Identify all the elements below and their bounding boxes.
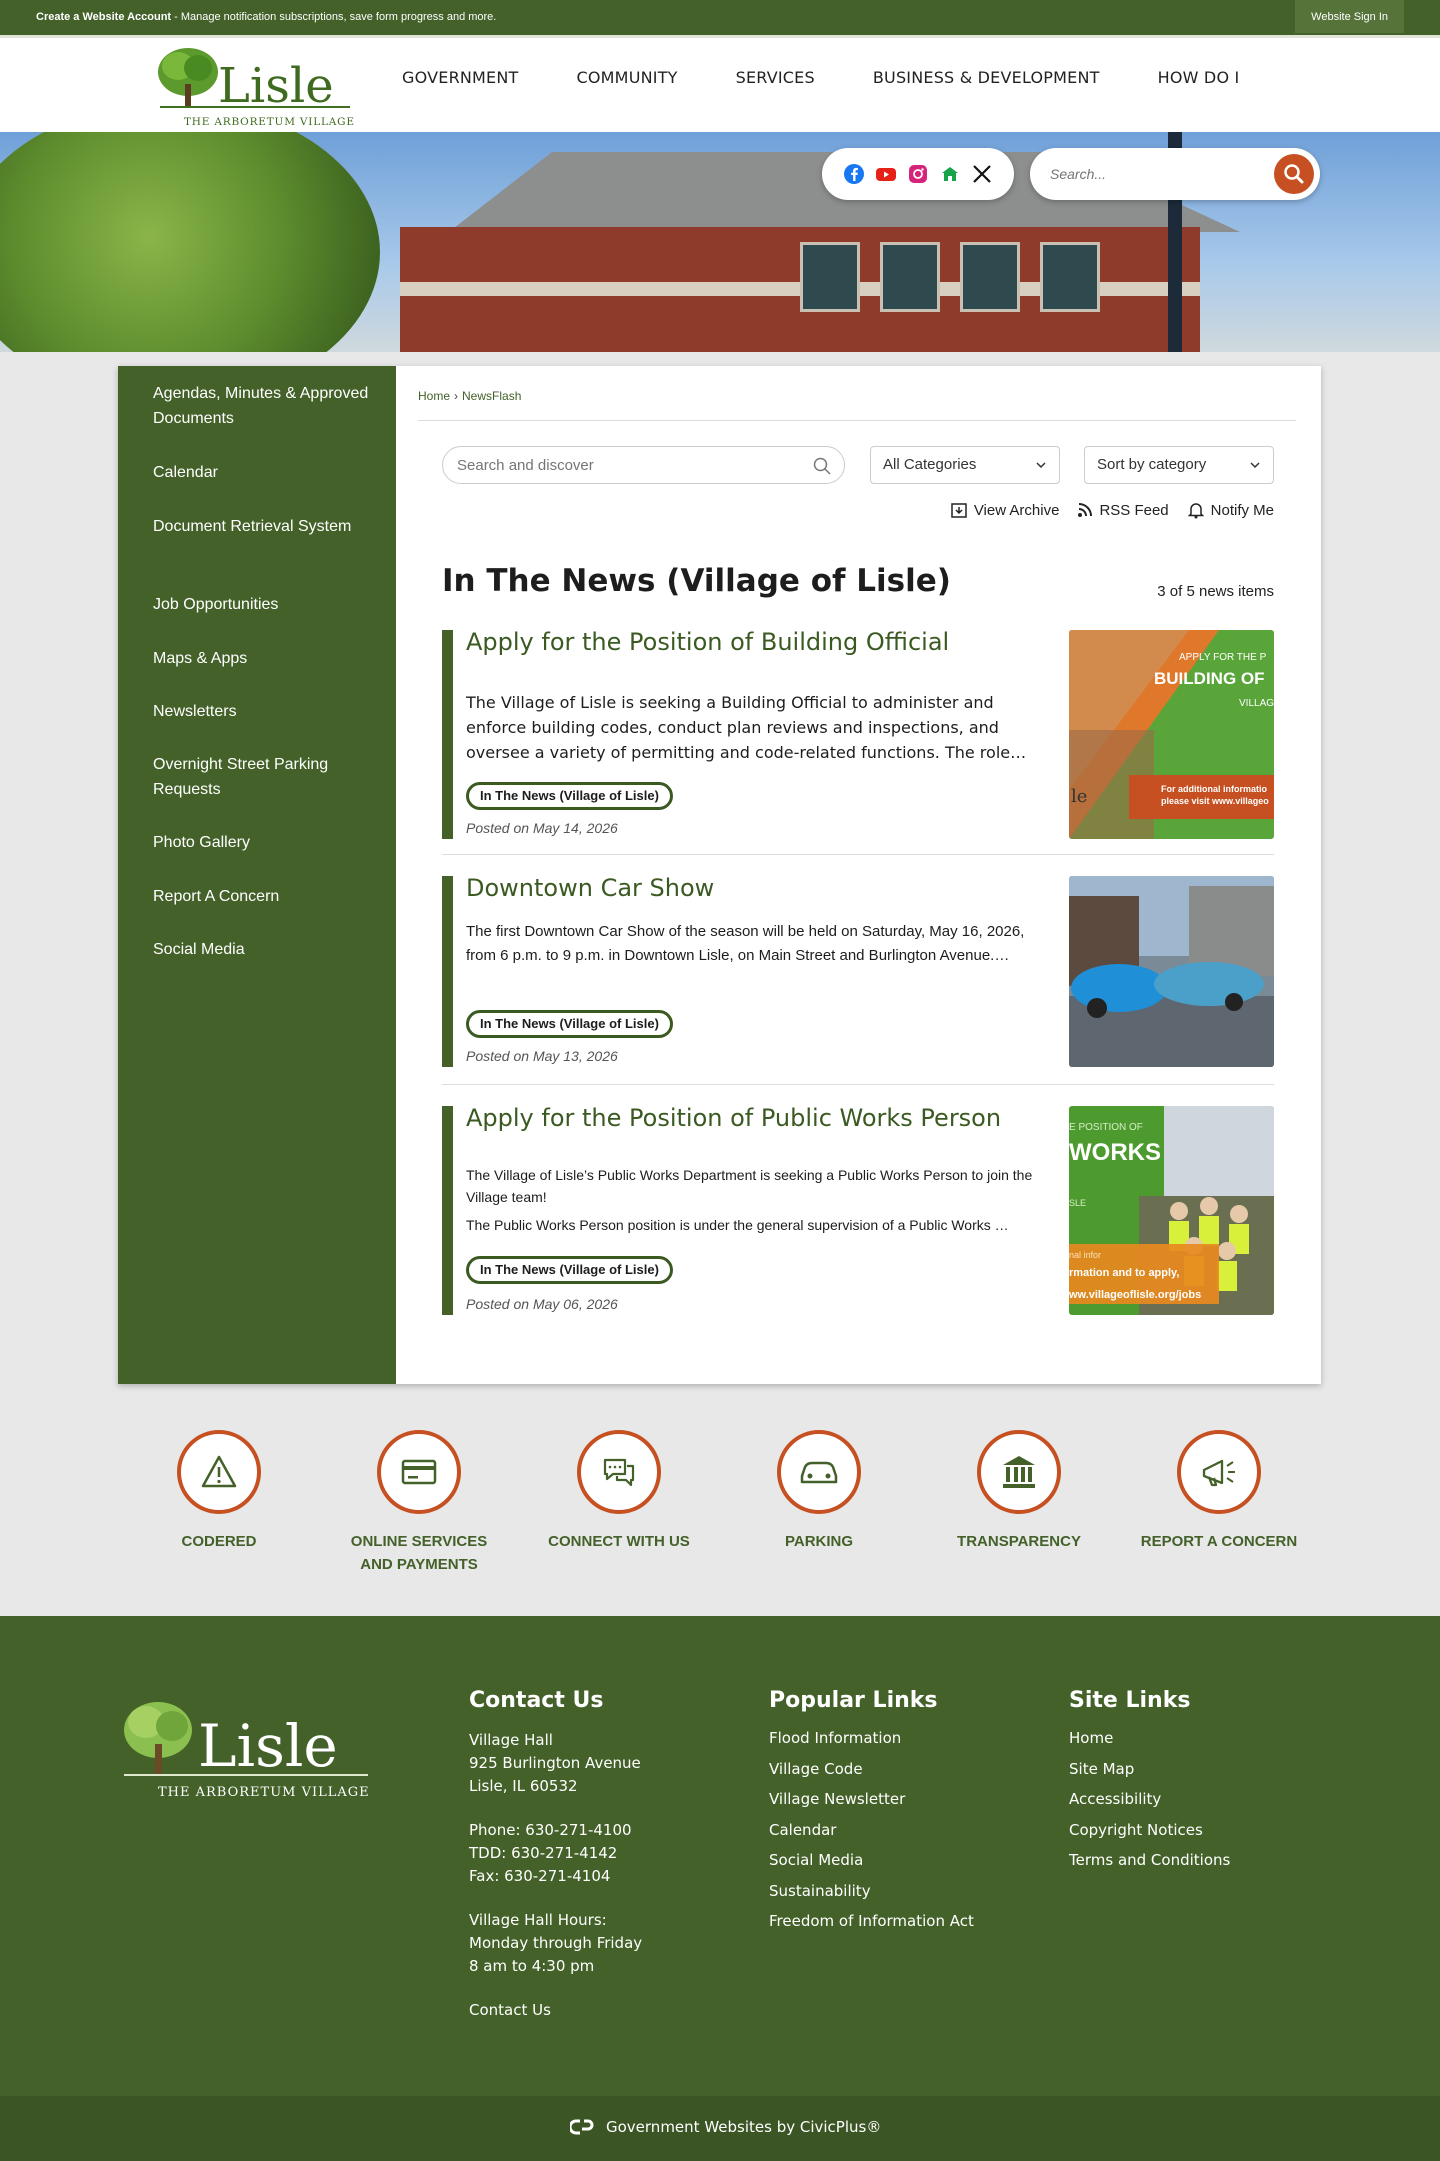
quick-link-label: PARKING bbox=[784, 1533, 854, 1550]
site-footer bbox=[0, 1616, 1440, 2096]
news-item-date: Posted on May 06, 2026 bbox=[466, 1296, 618, 1312]
nextdoor-icon[interactable] bbox=[939, 163, 961, 185]
news-item-tag[interactable]: In The News (Village of Lisle) bbox=[466, 782, 673, 810]
site-search-input[interactable] bbox=[1050, 162, 1250, 186]
chevron-down-icon bbox=[1035, 459, 1047, 471]
contact-address-2: Lisle, IL 60532 bbox=[469, 1777, 578, 1795]
top-bar bbox=[0, 0, 1440, 35]
sidebar-item-newsletters[interactable]: Newsletters bbox=[153, 703, 237, 720]
account-message-text: - Manage notification subscriptions, save form progress and more. bbox=[171, 11, 497, 23]
news-search bbox=[442, 446, 845, 484]
view-archive-label: View Archive bbox=[973, 501, 1060, 519]
contact-tdd[interactable]: TDD: 630-271-4142 bbox=[469, 1844, 618, 1862]
rss-feed-link[interactable] bbox=[1077, 501, 1168, 519]
quick-link-online-services[interactable] bbox=[319, 1430, 519, 1576]
quick-link-ring bbox=[977, 1430, 1061, 1514]
contact-hours-label: Village Hall Hours: bbox=[469, 1911, 607, 1929]
rss-feed-label: RSS Feed bbox=[1099, 501, 1169, 519]
thumb-text: VILLAG bbox=[1239, 698, 1274, 709]
quick-link-ring bbox=[177, 1430, 261, 1514]
rss-icon bbox=[1077, 502, 1093, 518]
news-item-description: The first Downtown Car Show of the season will be held on Saturday, May 16, 2026, from 6 p.m. to 9 p.m. in Downtown Lisle, on Main Street and Burlington Avenue.… bbox=[466, 923, 1025, 964]
news-item bbox=[442, 630, 1274, 855]
quick-link-codered[interactable] bbox=[119, 1430, 319, 1553]
thumb-text: le bbox=[1071, 786, 1088, 807]
thumb-text: rmation and to apply, bbox=[1069, 1267, 1180, 1279]
hero-window bbox=[1040, 242, 1100, 312]
hero-window bbox=[880, 242, 940, 312]
main-nav bbox=[402, 68, 1297, 87]
quick-link-label: ONLINE SERVICES AND PAYMENTS bbox=[350, 1533, 488, 1573]
sub-footer bbox=[0, 2096, 1440, 2161]
logo-tagline: THE ARBORETUM VILLAGE bbox=[184, 116, 355, 128]
civicplus-icon bbox=[570, 2118, 594, 2136]
contact-hall: Village Hall bbox=[469, 1731, 553, 1749]
search-icon[interactable] bbox=[812, 456, 832, 476]
sign-in-button[interactable]: Website Sign In bbox=[1295, 0, 1404, 33]
sidebar-item-maps[interactable]: Maps & Apps bbox=[153, 650, 248, 667]
news-item bbox=[442, 1106, 1274, 1316]
footer-heading: Site Links bbox=[1069, 1688, 1191, 1713]
sidebar-item-social-media[interactable]: Social Media bbox=[153, 941, 245, 958]
bell-icon bbox=[1187, 501, 1205, 519]
archive-icon bbox=[950, 501, 968, 519]
facebook-icon[interactable] bbox=[843, 163, 865, 185]
quick-link-label: REPORT A CONCERN bbox=[1140, 1533, 1298, 1550]
news-item-description: The Public Works Person position is under the general supervision of a Public Works … bbox=[466, 1217, 1009, 1233]
footer-link[interactable]: Copyright Notices bbox=[1069, 1820, 1203, 1839]
sidebar bbox=[118, 366, 396, 1384]
hero-tree bbox=[0, 132, 380, 352]
quick-link-transparency[interactable] bbox=[919, 1430, 1119, 1553]
instagram-icon[interactable] bbox=[907, 163, 929, 185]
footer-link[interactable]: Accessibility bbox=[1069, 1790, 1162, 1808]
breadcrumb-current[interactable]: NewsFlash bbox=[462, 389, 522, 403]
thumb-text: nal infor bbox=[1069, 1250, 1102, 1260]
news-item-title[interactable]: Apply for the Position of Public Works Person bbox=[466, 1104, 1002, 1132]
search-icon bbox=[1274, 154, 1314, 194]
contact-phone[interactable]: Phone: 630-271-4100 bbox=[469, 1821, 632, 1839]
nav-community[interactable]: COMMUNITY bbox=[576, 68, 678, 87]
news-item-accent bbox=[442, 876, 453, 1067]
thumb-text: WORKS bbox=[1069, 1139, 1161, 1166]
sidebar-item-overnight-parking[interactable]: Overnight Street Parking Requests bbox=[153, 756, 329, 798]
government-building-icon bbox=[999, 1452, 1039, 1492]
category-select[interactable] bbox=[870, 446, 1060, 484]
breadcrumb-separator: › bbox=[454, 389, 459, 403]
sidebar-item-jobs[interactable]: Job Opportunities bbox=[153, 596, 279, 613]
footer-link[interactable]: Village Newsletter bbox=[769, 1790, 906, 1808]
news-item-date: Posted on May 14, 2026 bbox=[466, 820, 618, 836]
nav-how-do-i[interactable]: HOW DO I bbox=[1157, 68, 1240, 87]
footer-link[interactable]: Home bbox=[1069, 1729, 1114, 1747]
site-search-button[interactable] bbox=[1274, 154, 1314, 194]
breadcrumb-home[interactable]: Home bbox=[418, 389, 451, 403]
view-archive-link[interactable] bbox=[950, 501, 1060, 519]
news-item-title[interactable]: Downtown Car Show bbox=[466, 874, 715, 902]
category-select-value: All Categories bbox=[883, 456, 977, 473]
news-item bbox=[442, 876, 1274, 1085]
news-tools bbox=[950, 501, 1274, 519]
car-icon bbox=[797, 1452, 841, 1492]
news-item-thumbnail[interactable] bbox=[1069, 1106, 1274, 1315]
notify-me-label: Notify Me bbox=[1210, 501, 1274, 519]
footer-logo-tagline: THE ARBORETUM VILLAGE bbox=[158, 1785, 370, 1800]
breadcrumb bbox=[418, 389, 521, 403]
footer-link[interactable]: Village Code bbox=[769, 1759, 863, 1778]
thumb-text: SLE bbox=[1069, 1198, 1087, 1208]
footer-logo[interactable] bbox=[118, 1696, 378, 1806]
news-item-thumbnail[interactable] bbox=[1069, 630, 1274, 839]
nav-services[interactable]: SERVICES bbox=[735, 68, 815, 87]
x-icon[interactable] bbox=[971, 163, 993, 185]
quick-link-ring bbox=[377, 1430, 461, 1514]
create-account-link[interactable]: Create a Website Account bbox=[36, 11, 172, 23]
sidebar-item-agendas[interactable]: Agendas, Minutes & Approved Documents bbox=[153, 385, 369, 427]
quick-link-parking[interactable] bbox=[719, 1430, 919, 1553]
chevron-down-icon bbox=[1249, 459, 1261, 471]
quick-link-connect[interactable] bbox=[519, 1430, 719, 1553]
credit-card-icon bbox=[399, 1452, 439, 1492]
news-item-tag[interactable]: In The News (Village of Lisle) bbox=[466, 1010, 673, 1038]
news-item-description: The Village of Lisle is seeking a Building Official to administer and enforce building codes, conduct plan reviews and inspections, and oversee a variety of permitting and code-related functions. The role… bbox=[466, 693, 1027, 762]
news-item-accent bbox=[442, 630, 453, 839]
divider bbox=[418, 420, 1296, 421]
sort-select[interactable] bbox=[1084, 446, 1274, 484]
logo-wordmark: Lisle bbox=[218, 58, 334, 114]
site-search bbox=[1030, 148, 1320, 200]
news-item-description: The Village of Lisle’s Public Works Department is seeking a Public Works Person to join the Village team! bbox=[466, 1167, 1033, 1205]
nav-business-development[interactable]: BUSINESS & DEVELOPMENT bbox=[872, 68, 1100, 87]
footer-link[interactable]: Sustainability bbox=[769, 1881, 871, 1900]
youtube-icon[interactable] bbox=[875, 163, 897, 185]
quick-link-report-concern[interactable] bbox=[1119, 1430, 1319, 1553]
thumb-text: E POSITION OF bbox=[1069, 1122, 1143, 1133]
contact-hours-days: Monday through Friday bbox=[469, 1934, 643, 1952]
footer-heading: Popular Links bbox=[769, 1688, 938, 1713]
footer-link[interactable]: Site Map bbox=[1069, 1759, 1135, 1778]
news-item-thumbnail[interactable] bbox=[1069, 876, 1274, 1067]
footer-site-links bbox=[1069, 1688, 1230, 1876]
quick-link-label: CONNECT WITH US bbox=[548, 1533, 690, 1550]
footer-link[interactable]: Freedom of Information Act bbox=[769, 1912, 974, 1930]
news-count: 3 of 5 news items bbox=[1157, 583, 1274, 600]
footer-link[interactable]: Social Media bbox=[769, 1851, 864, 1869]
thumb-text: please visit www.villageo bbox=[1161, 796, 1269, 806]
footer-link[interactable]: Calendar bbox=[769, 1820, 837, 1839]
contact-us-link[interactable]: Contact Us bbox=[469, 2001, 551, 2019]
nav-government[interactable]: GOVERNMENT bbox=[402, 68, 519, 87]
news-search-input[interactable] bbox=[457, 455, 797, 475]
news-item-date: Posted on May 13, 2026 bbox=[466, 1048, 618, 1064]
footer-logo-wordmark: Lisle bbox=[198, 1712, 338, 1780]
contact-hours-time: 8 am to 4:30 pm bbox=[469, 1957, 595, 1975]
quick-link-label: CODERED bbox=[181, 1533, 257, 1550]
civicplus-credit[interactable] bbox=[570, 2118, 881, 2136]
main-content-card bbox=[118, 366, 1321, 1384]
lisle-logo[interactable] bbox=[156, 44, 356, 130]
sidebar-item-calendar[interactable]: Calendar bbox=[153, 464, 218, 481]
sidebar-item-photo-gallery[interactable]: Photo Gallery bbox=[153, 834, 250, 851]
thumb-text: BUILDING OF bbox=[1154, 669, 1265, 688]
quick-link-label: TRANSPARENCY bbox=[957, 1533, 1081, 1550]
hero-window bbox=[960, 242, 1020, 312]
civicplus-label: Government Websites by CivicPlus® bbox=[606, 2118, 882, 2136]
news-item-title[interactable]: Apply for the Position of Building Official bbox=[466, 628, 950, 656]
sidebar-item-document-retrieval[interactable]: Document Retrieval System bbox=[153, 518, 352, 535]
footer-link[interactable]: Terms and Conditions bbox=[1069, 1851, 1231, 1869]
thumb-text: APPLY FOR THE P bbox=[1179, 652, 1267, 663]
notify-me-link[interactable] bbox=[1187, 501, 1274, 519]
chat-icon bbox=[599, 1452, 639, 1492]
quick-link-ring bbox=[577, 1430, 661, 1514]
quick-link-ring bbox=[1177, 1430, 1261, 1514]
footer-heading: Contact Us bbox=[469, 1688, 604, 1713]
warning-icon bbox=[199, 1452, 239, 1492]
footer-contact bbox=[469, 1688, 642, 2022]
thumb-text: ww.villageoflisle.org/jobs bbox=[1069, 1289, 1202, 1301]
contact-address-1: 925 Burlington Avenue bbox=[469, 1754, 641, 1772]
sort-select-value: Sort by category bbox=[1097, 456, 1207, 473]
news-item-tag[interactable]: In The News (Village of Lisle) bbox=[466, 1256, 673, 1284]
footer-link[interactable]: Flood Information bbox=[769, 1729, 902, 1747]
footer-popular-links bbox=[769, 1688, 974, 1937]
quick-links bbox=[0, 1430, 1440, 1620]
site-header bbox=[0, 35, 1440, 132]
sidebar-item-report-concern[interactable]: Report A Concern bbox=[153, 888, 280, 905]
account-message bbox=[36, 11, 496, 23]
news-item-accent bbox=[442, 1106, 453, 1315]
megaphone-icon bbox=[1198, 1452, 1240, 1492]
contact-fax: Fax: 630-271-4104 bbox=[469, 1867, 611, 1885]
quick-link-ring bbox=[777, 1430, 861, 1514]
page-title: In The News (Village of Lisle) bbox=[442, 563, 951, 599]
social-links bbox=[822, 148, 1014, 200]
thumb-text: For additional informatio bbox=[1161, 784, 1267, 794]
hero-window bbox=[800, 242, 860, 312]
